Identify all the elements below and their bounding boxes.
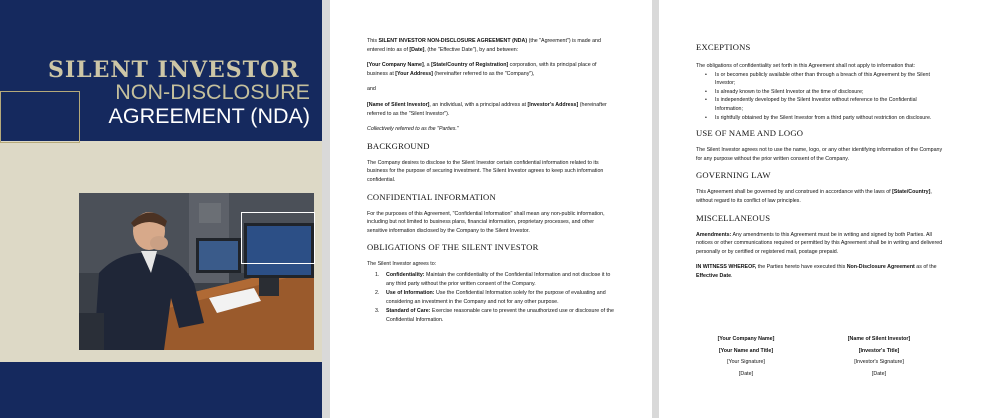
list-item: 1. Confidentiality: Maintain the confidentiality of the Confidential Information and not disclose it to any third party without the prior written consent of the Company. [375, 271, 611, 287]
background-text: The Company desires to disclose to the Silent Investor certain confidential information related to its business for the purpose of securing investment. The Silent Investor agrees to keep such information confidential. [367, 159, 604, 183]
investor-party-paragraph: [Name of Silent Investor], an individual, with a principal address at [Investor's Address] (hereinafter referred to as the "Silent Investor"). [367, 101, 607, 117]
confidential-text: For the purposes of this Agreement, "Confidential Information" shall mean any non-public information, including but not limited to business plans, financial information, proprietary processes, and other sensitive information disclosed by the Company to the Silent Investor. [367, 210, 605, 234]
sig-company-name: [Your Company Name] [717, 336, 775, 342]
name-logo-heading: USE OF NAME AND LOGO [696, 128, 804, 139]
miscellaneous-text: Amendments: Any amendments to this Agreement must be in writing and signed by both Parties. All notices or other communications required or permitted by this Agreement shall be in writing and delivered personally or by certified or registered mail, postage prepaid. [696, 231, 943, 255]
obligations-heading: OBLIGATIONS OF THE SILENT INVESTOR [367, 242, 539, 253]
miscellaneous-heading: MISCELLANEOUS [696, 212, 771, 223]
governing-law-text: This Agreement shall be governed by and construed in accordance with the laws of [State/Country], without regard to its conflict of law principles. [696, 189, 932, 204]
cover-title-line1: SILENT INVESTOR [48, 57, 300, 83]
cover-title-line2: NON-DISCLOSURE [115, 80, 310, 104]
name-logo-text: The Silent Investor agrees not to use the name, logo, or any other identifying information of the Company for any purpose without the prior written consent of the Company. [696, 147, 943, 162]
signature-block-investor [829, 334, 929, 380]
collectively-text: Collectively referred to as the "Parties." [367, 126, 459, 133]
obligations-list [367, 271, 615, 325]
sig-company-title: [Your Name and Title] [718, 347, 774, 354]
sig-investor-title: [Investor's Title] [858, 347, 900, 354]
exceptions-list [696, 71, 944, 123]
list-item: • Is already known to the Silent Investor at the time of disclosure; [705, 88, 864, 95]
sig-investor-name: [Name of Silent Investor] [847, 336, 911, 342]
governing-law-heading: GOVERNING LAW [696, 170, 771, 181]
list-item: • Is rightfully obtained by the Silent Investor from a third party without restriction on disclosure. [705, 114, 932, 121]
and-text: and [367, 86, 376, 93]
witness-text: IN WITNESS WHEREOF, the Parties hereto have executed this Non-Disclosure Agreement as of the Effective Date. [696, 264, 937, 279]
cover-title-line3: AGREEMENT (NDA) [108, 104, 310, 128]
intro-paragraph: This SILENT INVESTOR NON-DISCLOSURE AGREEMENT (NDA) (the "Agreement") is made and entered into as of [Date], (the "Effective Date"), by and between: [367, 38, 601, 53]
signature-block-company [696, 334, 796, 380]
document-page-3 [659, 0, 981, 418]
photo-frame-accent [241, 212, 315, 264]
list-item: • Is or becomes publicly available other than through a breach of this Agreement by the Silent Investor; [705, 71, 930, 87]
list-item: • Is independently developed by the Silent Investor without reference to the Confidential Information; [705, 97, 917, 112]
sig-investor-signature: [Investor's Signature] [854, 359, 904, 366]
obligations-intro: The Silent Investor agrees to: [367, 261, 437, 268]
exceptions-intro: The obligations of confidentiality set forth in this Agreement shall not apply to information that: [696, 63, 916, 69]
sig-investor-date: [Date] [871, 370, 887, 377]
sig-company-date: [Date] [738, 370, 754, 377]
exceptions-heading: EXCEPTIONS [696, 42, 751, 52]
list-item: 2. Use of Information: Use the Confidential Information solely for the purpose of evaluating and considering an investment in the Company and not for any other purpose. [375, 290, 606, 305]
company-party-paragraph: [Your Company Name], a [State/Country of Registration] corporation, with its principal place of business at [Your Address] (hereinafter referred to as the "Company"), [367, 62, 597, 77]
document-page-2 [330, 0, 652, 418]
confidential-heading: CONFIDENTIAL INFORMATION [367, 191, 496, 202]
list-item: 3. Standard of Care: Exercise reasonable care to prevent the unauthorized use or disclosure of the Confidential Information. [375, 308, 614, 323]
sig-company-signature: [Your Signature] [727, 359, 765, 366]
cover-bottom-band [0, 362, 322, 418]
background-heading: BACKGROUND [367, 140, 430, 151]
cover-page [0, 0, 322, 418]
